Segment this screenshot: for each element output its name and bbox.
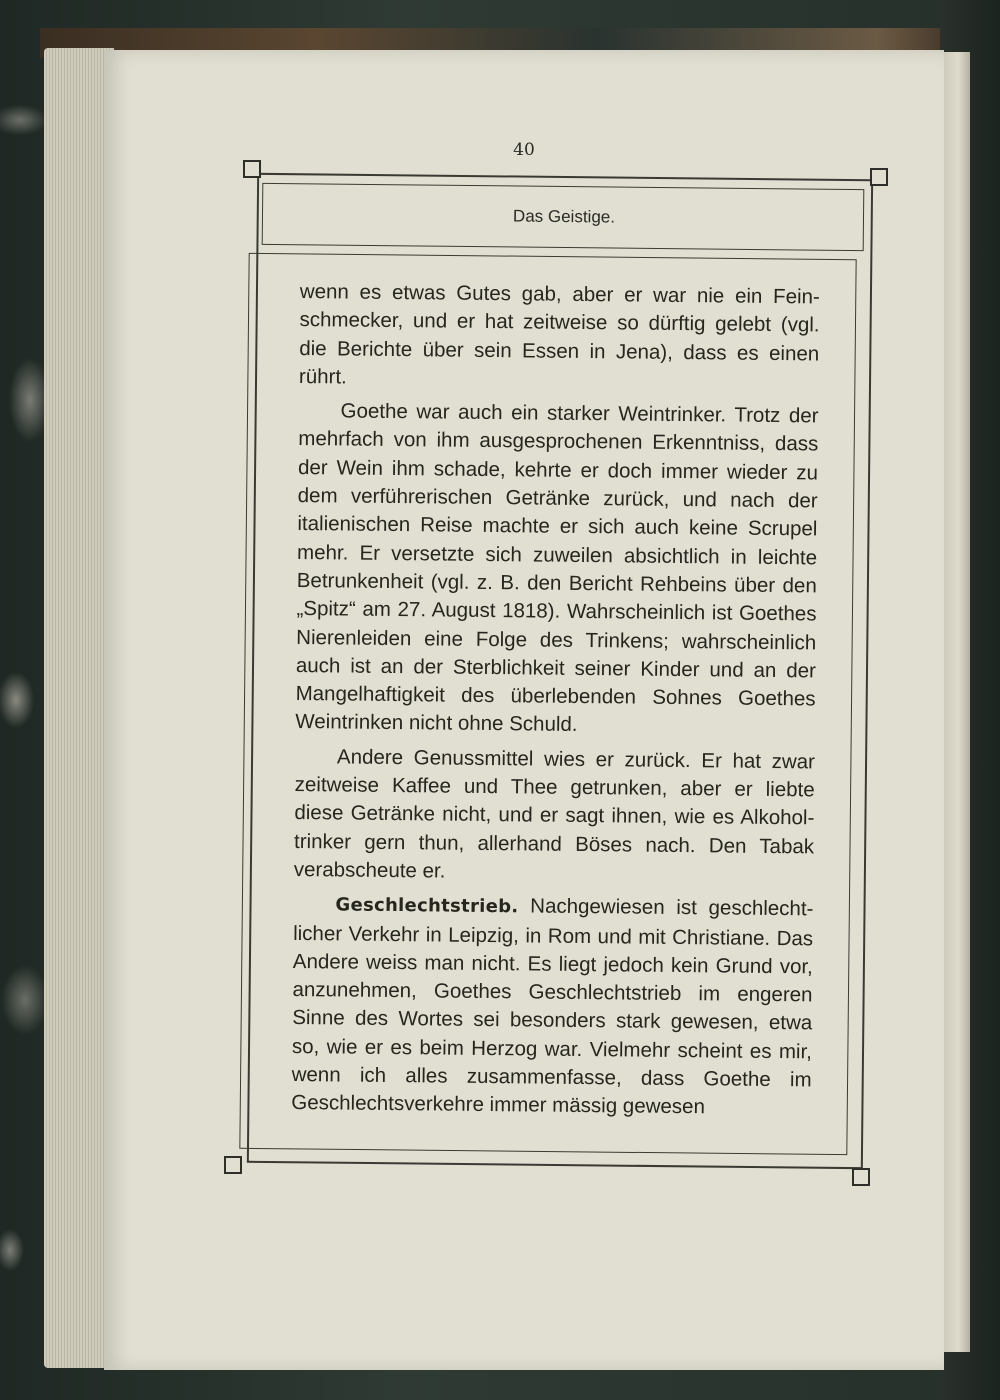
paragraph: Goethe war auch ein starker Weintrinker. Trotz der mehrfach von ihm ausgesprochenen Erkenntniss, dass der Wein ihm schade, kehrte er doch immer wieder zu dem verführerischen Getränke zurück, und nach der italienischen Reise machte er sich auch keine Scrupel mehr. Er versetzte sich zuweilen absichtlich in leichte Betrunkenheit (vgl. z. B. den Bericht Rehbeins über den „Spitz“ am 27. August 1818). Wahrscheinlich ist Goethes Nierenleiden eine Folge des Trinkens; wahrscheinlich auch ist an der Sterblichkeit seiner Kinder und an der Mangelhaftigkeit des überlebenden Sohnes Goethes Weintrinken nicht ohne Schuld.: [295, 399, 819, 737]
body-text: [291, 278, 820, 1129]
side-heading: Geschlechtstrieb.: [335, 894, 519, 918]
frame-corner-ornament: [224, 1156, 242, 1174]
paragraph-text: Nachgewiesen ist geschlechtlicher Verkehr in Leipzig, in Rom und mit Christiane. Das Andere weiss man nicht. Es liegt jedoch kein Grund vor, anzunehmen, Goethes Geschlechtstrieb im engeren Sinne des Wortes sei besonders stark gewesen, etwa so, wie er es beim Herzog war. Vielmehr scheint es mir, wenn ich alles zusammenfasse, dass Goethe im Geschlechtsverkehre immer mässig gewesen: [291, 894, 814, 1119]
frame-corner-ornament: [870, 168, 888, 186]
paragraph: wenn es etwas Gutes gab, aber er war nie ein Feinschmecker, und er hat zeitweise so dürftig gelebt (vgl. die Berichte über sein Essen in Jena), dass es einen rührt.: [298, 279, 820, 389]
frame-corner-ornament: [852, 1168, 870, 1186]
running-head: Das Geistige.: [512, 206, 616, 227]
next-page-edge: [940, 52, 970, 1352]
page-number: 40: [513, 140, 535, 160]
frame-corner-ornament: [243, 160, 261, 178]
paragraph: Andere Genussmittel wies er zurück. Er hat zwar zeitweise Kaffee und Thee getrunken, aber er liebte diese Getränke nicht, und er sagt ihnen, wie es Alkoholtrinker gern thun, allerhand Böses nach. Den Tabak verabscheute er.: [293, 745, 816, 883]
paragraph-with-heading: [291, 890, 813, 1123]
book-page: [104, 50, 944, 1370]
